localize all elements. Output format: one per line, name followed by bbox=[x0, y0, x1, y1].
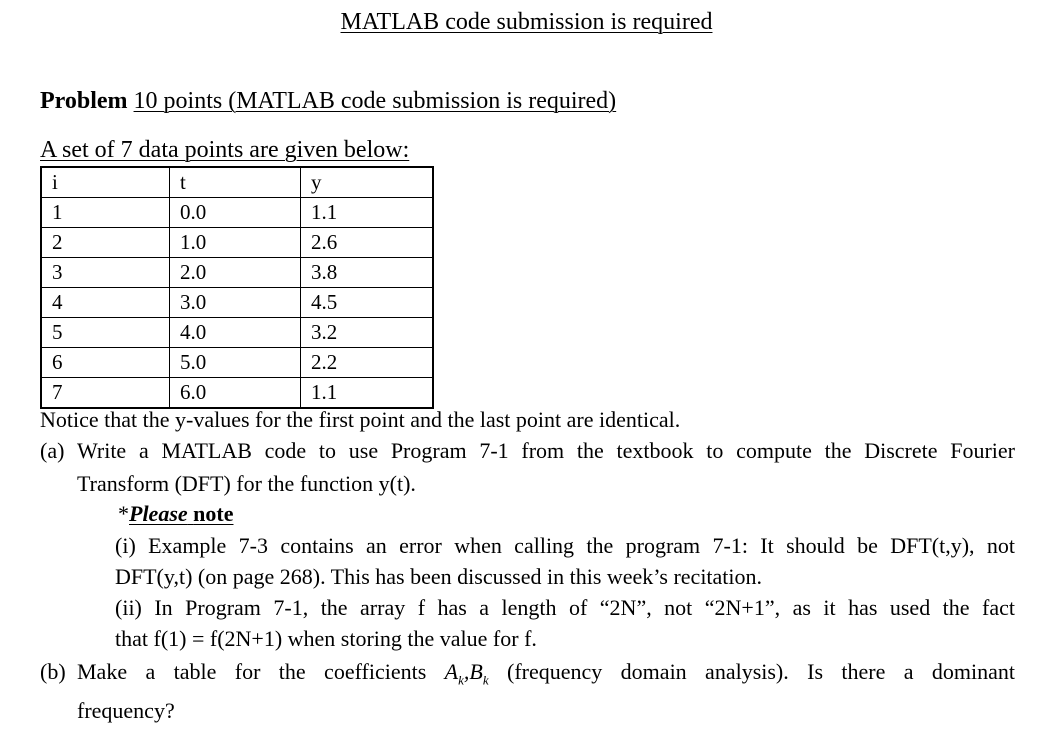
table-row bbox=[41, 228, 433, 258]
cell-t: 1.0 bbox=[170, 228, 301, 258]
cell-i: 7 bbox=[41, 378, 170, 409]
header-cell-t: t bbox=[170, 167, 301, 198]
cell-y: 1.1 bbox=[301, 378, 434, 409]
part-b-label: (b) bbox=[40, 659, 66, 684]
table-row bbox=[41, 348, 433, 378]
item-ii-line-1: (ii) In Program 7-1, the array f has a length of “2N”, not “2N+1”, as it has used the fact bbox=[115, 595, 1015, 620]
table-row bbox=[41, 378, 433, 409]
math-sub-k2: k bbox=[482, 672, 489, 688]
part-a-line-1: Write a MATLAB code to use Program 7-1 from the textbook to compute the Discrete Fourier bbox=[77, 438, 1015, 463]
note-word: note bbox=[193, 501, 234, 526]
page-header: MATLAB code submission is required bbox=[340, 9, 713, 35]
cell-i: 2 bbox=[41, 228, 170, 258]
item-ii-line-2: that f(1) = f(2N+1) when storing the value for f. bbox=[115, 626, 537, 651]
cell-i: 5 bbox=[41, 318, 170, 348]
cell-i: 4 bbox=[41, 288, 170, 318]
notice-text: Notice that the y-values for the first point and the last point are identical. bbox=[40, 407, 681, 432]
math-sub-k1: k bbox=[458, 672, 464, 688]
problem-points: 10 points (MATLAB code submission is required) bbox=[133, 88, 617, 114]
problem-heading bbox=[40, 88, 616, 115]
table-row bbox=[41, 258, 433, 288]
cell-y: 4.5 bbox=[301, 288, 434, 318]
cell-y: 3.2 bbox=[301, 318, 434, 348]
part-a-line-2: Transform (DFT) for the function y(t). bbox=[77, 471, 416, 496]
header-cell-y: y bbox=[301, 167, 434, 198]
please-note bbox=[118, 501, 233, 527]
cell-t: 5.0 bbox=[170, 348, 301, 378]
note-asterisk: * bbox=[118, 501, 129, 526]
table-row bbox=[41, 288, 433, 318]
header-cell-i: i bbox=[41, 167, 170, 198]
table-row bbox=[41, 318, 433, 348]
coefficients-math bbox=[444, 659, 489, 688]
part-b bbox=[40, 659, 1015, 724]
table-intro: A set of 7 data points are given below: bbox=[40, 137, 410, 163]
note-please: Please bbox=[129, 501, 188, 526]
math-b: B bbox=[469, 659, 483, 684]
problem-label: Problem bbox=[40, 88, 128, 114]
math-a: A bbox=[444, 659, 459, 684]
cell-y: 3.8 bbox=[301, 258, 434, 288]
cell-y: 2.6 bbox=[301, 228, 434, 258]
cell-t: 6.0 bbox=[170, 378, 301, 409]
part-a bbox=[40, 438, 1015, 497]
cell-y: 2.2 bbox=[301, 348, 434, 378]
cell-i: 3 bbox=[41, 258, 170, 288]
part-b-post: (frequency domain analysis). Is there a dominant bbox=[507, 659, 1016, 684]
cell-t: 2.0 bbox=[170, 258, 301, 288]
part-b-pre: Make a table for the coefficients bbox=[77, 659, 427, 684]
part-b-line-2: frequency? bbox=[77, 698, 175, 724]
cell-y: 1.1 bbox=[301, 198, 434, 228]
item-i-line-1: (i) Example 7-3 contains an error when calling the program 7-1: It should be DFT(t,y), not bbox=[115, 533, 1015, 558]
data-points-table bbox=[40, 166, 434, 409]
part-b-line-1 bbox=[40, 659, 1015, 688]
cell-t: 0.0 bbox=[170, 198, 301, 228]
math-comma: , bbox=[463, 659, 470, 684]
cell-i: 1 bbox=[41, 198, 170, 228]
table-header-row bbox=[41, 167, 433, 198]
table-row bbox=[41, 198, 433, 228]
cell-t: 3.0 bbox=[170, 288, 301, 318]
cell-t: 4.0 bbox=[170, 318, 301, 348]
part-a-label: (a) bbox=[40, 438, 65, 463]
item-i-line-2: DFT(y,t) (on page 268). This has been discussed in this week’s recitation. bbox=[115, 564, 763, 589]
cell-i: 6 bbox=[41, 348, 170, 378]
